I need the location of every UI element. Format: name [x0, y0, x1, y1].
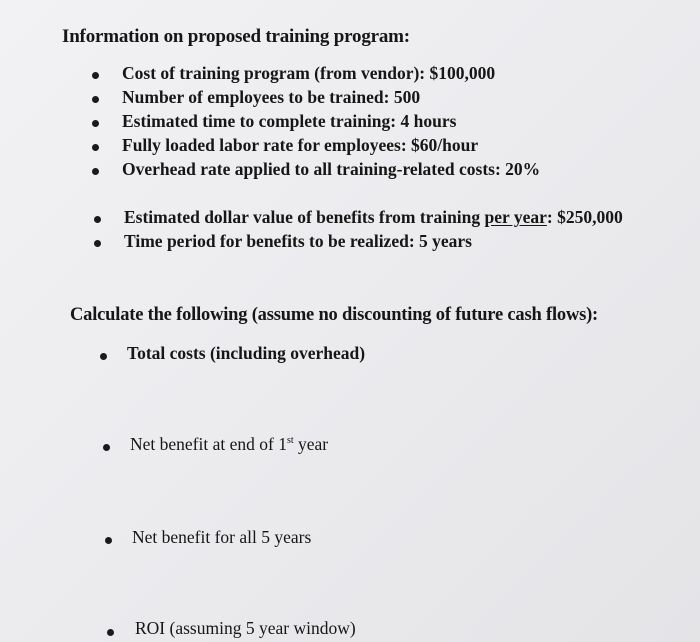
question-roi: ROI (assuming 5 year window) [135, 618, 356, 638]
bullet-icon [92, 72, 99, 79]
bullet-icon [94, 216, 101, 223]
question-net-benefit-all-years: Net benefit for all 5 years [132, 527, 312, 547]
bullet-icon [92, 96, 99, 103]
benefit-value-prefix: Estimated dollar value of benefits from training [124, 207, 485, 227]
net-benefit-first-suffix: year [293, 434, 329, 454]
question-net-benefit-first-year [130, 434, 328, 455]
questions-heading: Calculate the following (assume no discounting of future cash flows): [70, 305, 599, 325]
info-item-overhead-rate: Overhead rate applied to all training-related costs: 20% [122, 159, 541, 179]
info-heading: Information on proposed training program: [62, 26, 410, 47]
bullet-icon [100, 353, 107, 360]
bullet-icon [105, 537, 112, 544]
benefit-value-per-year: per year [484, 207, 547, 227]
info-item-labor-rate: Fully loaded labor rate for employees: $60/hour [122, 135, 479, 155]
info-item-benefit-value [124, 207, 623, 228]
bullet-icon [107, 629, 114, 636]
net-benefit-first-prefix: Net benefit at end of 1 [130, 434, 287, 454]
bullet-icon [103, 444, 110, 451]
info-item-employees: Number of employees to be trained: 500 [122, 87, 421, 107]
bullet-icon [94, 240, 101, 247]
info-item-vendor-cost: Cost of training program (from vendor): $100,000 [122, 63, 496, 83]
benefit-value-suffix: : $250,000 [546, 207, 623, 227]
bullet-icon [92, 168, 99, 175]
bullet-icon [92, 120, 99, 127]
question-total-costs: Total costs (including overhead) [127, 343, 366, 363]
bullet-icon [92, 144, 99, 151]
info-item-benefit-period: Time period for benefits to be realized: 5 years [124, 231, 472, 251]
net-benefit-first-sup: st [286, 435, 294, 447]
info-item-training-time: Estimated time to complete training: 4 hours [122, 111, 457, 131]
